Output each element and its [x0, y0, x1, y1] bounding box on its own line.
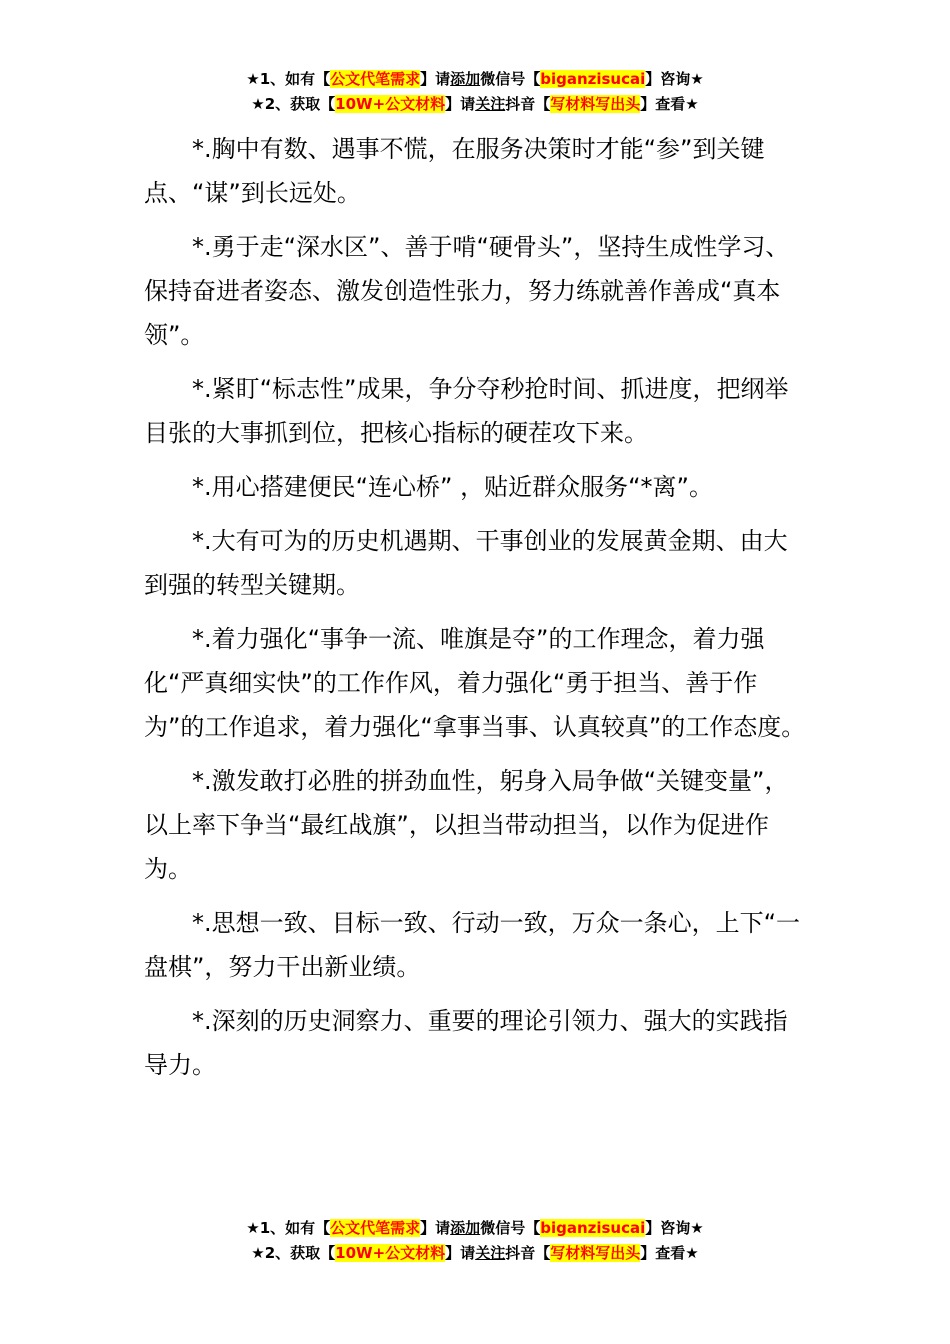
banner-text: 】请 — [420, 1219, 451, 1237]
paragraph: *.着力强化“事争一流、唯旗是夺”的工作理念，着力强化“严真细实快”的工作作风，着力强化“勇于担当、善于作为”的工作追求，着力强化“拿事当事、认真较真”的工作态度。 — [144, 625, 806, 741]
paragraph: *.思想一致、目标一致、行动一致，万众一条心，上下“一盘棋”，努力干出新业绩。 — [144, 909, 801, 981]
paragraph: *.用心搭建便民“连心桥” ，贴近群众服务“*离”。 — [192, 473, 713, 501]
underlined-text: 关注 — [475, 1244, 506, 1262]
highlight-service: 公文代笔需求 — [330, 70, 421, 88]
highlight-materials: 10W+公文材料 — [335, 1244, 446, 1262]
highlight-wechat-id: biganzisucai — [540, 1219, 646, 1237]
highlight-douyin-account: 写材料写出头 — [550, 1244, 641, 1262]
header-ad-banner — [0, 67, 950, 117]
star-icon: ★ — [690, 1219, 704, 1237]
banner-text: 】请 — [420, 70, 451, 88]
document-body — [144, 127, 808, 1097]
highlight-service: 公文代笔需求 — [330, 1219, 421, 1237]
banner-line-1 — [0, 1216, 950, 1241]
paragraph: *.勇于走“深水区”、善于啃“硬骨头”，坚持生成性学习、保持奋进者姿态、激发创造性张力，努力练就善作善成“真本领”。 — [144, 233, 790, 349]
star-icon: ★ — [251, 95, 265, 113]
highlight-materials: 10W+公文材料 — [335, 95, 446, 113]
underlined-text: 添加 — [450, 1219, 481, 1237]
banner-text: 】查看 — [640, 95, 686, 113]
banner-text: 1、如有【 — [259, 70, 331, 88]
banner-text: 2、获取【 — [264, 95, 336, 113]
footer-ad-banner — [0, 1216, 950, 1266]
star-icon: ★ — [685, 1244, 699, 1262]
paragraph: *.紧盯“标志性”成果，争分夺秒抢时间、抓进度，把纲举目张的大事抓到位，把核心指标的硬茬攻下来。 — [144, 375, 789, 447]
banner-text: 抖音【 — [505, 95, 551, 113]
banner-text: 微信号【 — [480, 1219, 541, 1237]
banner-line-1 — [0, 67, 950, 92]
highlight-douyin-account: 写材料写出头 — [550, 95, 641, 113]
underlined-text: 添加 — [450, 70, 481, 88]
star-icon: ★ — [685, 95, 699, 113]
paragraph: *.大有可为的历史机遇期、干事创业的发展黄金期、由大到强的转型关键期。 — [144, 527, 788, 599]
paragraph: *.深刻的历史洞察力、重要的理论引领力、强大的实践指导力。 — [144, 1007, 788, 1079]
banner-text: 】咨询 — [645, 1219, 691, 1237]
banner-text: 】咨询 — [645, 70, 691, 88]
paragraph: *.胸中有数、遇事不慌，在服务决策时才能“参”到关键点、“谋”到长远处。 — [144, 135, 765, 207]
star-icon: ★ — [690, 70, 704, 88]
star-icon: ★ — [251, 1244, 265, 1262]
star-icon: ★ — [246, 1219, 260, 1237]
highlight-wechat-id: biganzisucai — [540, 70, 646, 88]
paragraph: *.激发敢打必胜的拼劲血性，躬身入局争做“关键变量”，以上率下争当“最红战旗”，以担当带动担当，以作为促进作为。 — [144, 767, 789, 883]
banner-text: 】请 — [445, 1244, 476, 1262]
banner-line-2 — [0, 1241, 950, 1266]
banner-line-2 — [0, 92, 950, 117]
banner-text: 抖音【 — [505, 1244, 551, 1262]
banner-text: 微信号【 — [480, 70, 541, 88]
banner-text: 】请 — [445, 95, 476, 113]
banner-text: 1、如有【 — [259, 1219, 331, 1237]
banner-text: 】查看 — [640, 1244, 686, 1262]
star-icon: ★ — [246, 70, 260, 88]
underlined-text: 关注 — [475, 95, 506, 113]
banner-text: 2、获取【 — [264, 1244, 336, 1262]
